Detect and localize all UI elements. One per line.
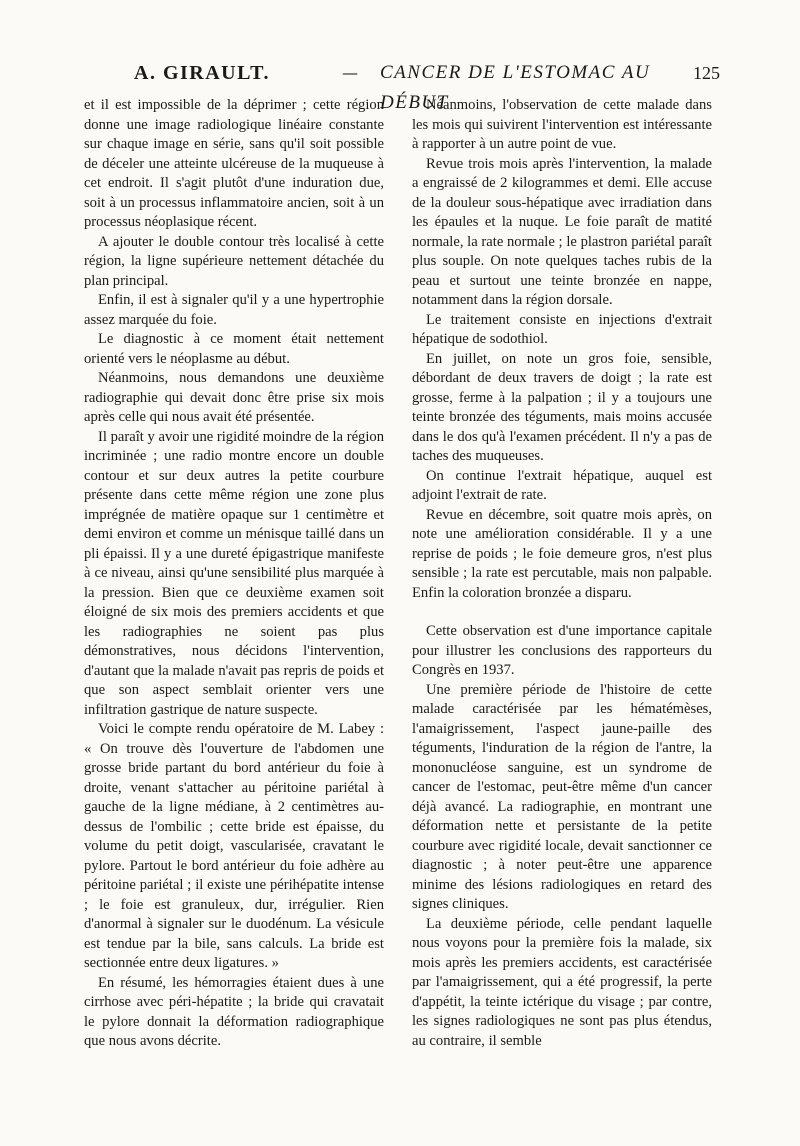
paragraph: On continue l'extrait hépatique, auquel est adjoint l'extrait de rate. bbox=[412, 467, 712, 503]
running-header bbox=[80, 58, 720, 113]
paragraph: En juillet, on note un gros foie, sensible, débordant de deux travers de doigt ; la rate est grosse, ferme à la palpation ; il y a toujours une teinte bronzée des téguments, mais moins accusée dans le dos qu'à l'examen précédent. Il n'y a pas de taches des muqueuses. bbox=[412, 350, 712, 464]
paragraph: La deuxième période, celle pendant laquelle nous voyons pour la première fois la malade, six mois après les premiers accidents, est caractérisée par l'amaigrissement, qui a été progressif, la perte d'appétit, la teinte ictérique du visage ; par contre, les signes radiologiques ne sont pas plus étendus, au contraire, il semble bbox=[412, 915, 712, 1049]
left-column bbox=[84, 96, 384, 1052]
header-title: CANCER DE L'ESTOMAC AU DÉBUT bbox=[380, 62, 651, 113]
paragraph: Voici le compte rendu opératoire de M. Labey : « On trouve dès l'ouverture de l'abdomen une grosse bride partant du bord antérieur du foie à droite, venant s'attacher au péritoine pariétal à gauche de la ligne médiane, à 2 centimètres au-dessus de l'ombilic ; cette bride est épaisse, du volume du petit doigt, vascularisée, cravatant le pylore. Partout le bord antérieur du foie adhère au péritoine pariétal ; il existe une périhépatite intense ; le foie est granuleux, dur, irrégulier. Rien d'anormal à signaler sur le duodénum. La vésicule est tendue par la bile, sans calculs. La bride est sectionnée entre deux ligatures. » bbox=[84, 721, 384, 971]
paragraph: En résumé, les hémorragies étaient dues à une cirrhose avec péri-hépatite ; la bride qui cravatait le pylore donnait la déformation radiographique que nous avons décrite. bbox=[84, 974, 384, 1049]
header-author: A. GIRAULT. bbox=[134, 62, 270, 84]
header-dash: — bbox=[342, 63, 358, 82]
paragraph: Cette observation est d'une importance capitale pour illustrer les conclusions des rapporteurs du Congrès en 1937. bbox=[412, 623, 712, 678]
paragraph: Revue en décembre, soit quatre mois après, on note une amélioration considérable. Il y a une reprise de poids ; le foie demeure gros, n'est plus sensible ; la rate est percutable, mais non palpable. Enfin la coloration bronzée a disparu. bbox=[412, 506, 712, 601]
paragraph: Enfin, il est à signaler qu'il y a une hypertrophie assez marquée du foie. bbox=[84, 292, 384, 328]
paragraph: Une première période de l'histoire de cette malade caractérisée par les hématémèses, l'amaigrissement, l'aspect jaune-paille des téguments, l'induration de la région de l'antre, la mononucléose sanguine, est un syndrome de cancer de l'estomac, peut-être même d'un cancer déjà avancé. La radiographie, en montrant une déformation nette et persistante de la petite courbure avec rigidité locale, devait sanctionner ce diagnostic ; à noter peut-être une apparence minime des lésions radiologiques en retard des signes cliniques. bbox=[412, 681, 712, 912]
paragraph: et il est impossible de la déprimer ; cette région donne une image radiologique linéaire constante sur chaque image en série, sans qu'il soit possible de déceler une atteinte ulcéreuse de la muqueuse à cet endroit. Il s'agit plutôt d'une induration due, soit à un processus inflammatoire ancien, soit à un processus néoplasique récent. bbox=[84, 97, 384, 230]
right-column bbox=[412, 96, 712, 1051]
page-number: 125 bbox=[693, 63, 720, 83]
paragraph: Il paraît y avoir une rigidité moindre de la région incriminée ; une radio montre encore un double contour et sur deux autres la petite courbure présente dans cette même région une zone plus imprégnée de matière opaque sur 1 centimètre et demi environ et comme un ménisque taillé dans un pli épaissi. Il y a une dureté épigastrique manifeste à ce niveau, ainsi qu'une sensibilité plus marquée à la pression. Bien que ce deuxième examen soit éloigné de six mois des premiers accidents et que les radiographies ne soient pas plus démonstratives, nous décidons l'intervention, d'autant que la malade n'avait pas repris de poids et que son aspect semblait orienter vers une infiltration gastrique de nature suspecte. bbox=[84, 428, 384, 718]
paragraph: A ajouter le double contour très localisé à cette région, la ligne supérieure nettement détachée du plan principal. bbox=[84, 233, 384, 289]
paragraph: Le diagnostic à ce moment était nettement orienté vers le néoplasme au début. bbox=[84, 331, 384, 367]
paragraph: Néanmoins, l'observation de cette malade dans les mois qui suivirent l'intervention est intéressante à rapporter à un autre point de vue. bbox=[412, 97, 712, 152]
paragraph: Néanmoins, nous demandons une deuxième radiographie qui devait donc être prise six mois après celle qui nous avait été présentée. bbox=[84, 370, 384, 425]
paragraph: Le traitement consiste en injections d'extrait hépatique de sodothiol. bbox=[412, 311, 712, 347]
paragraph: Revue trois mois après l'intervention, la malade a engraissé de 2 kilogrammes et demi. Elle accuse de la douleur sous-hépatique avec irradiation dans les épaules et la nuque. Le foie paraît de matité normale, la rate normale ; le plastron pariétal paraît plus souple. On note quelques taches rubis de la peau et surtout une teinte bronzée en nappe, notamment dans la région dorsale. bbox=[412, 155, 712, 308]
